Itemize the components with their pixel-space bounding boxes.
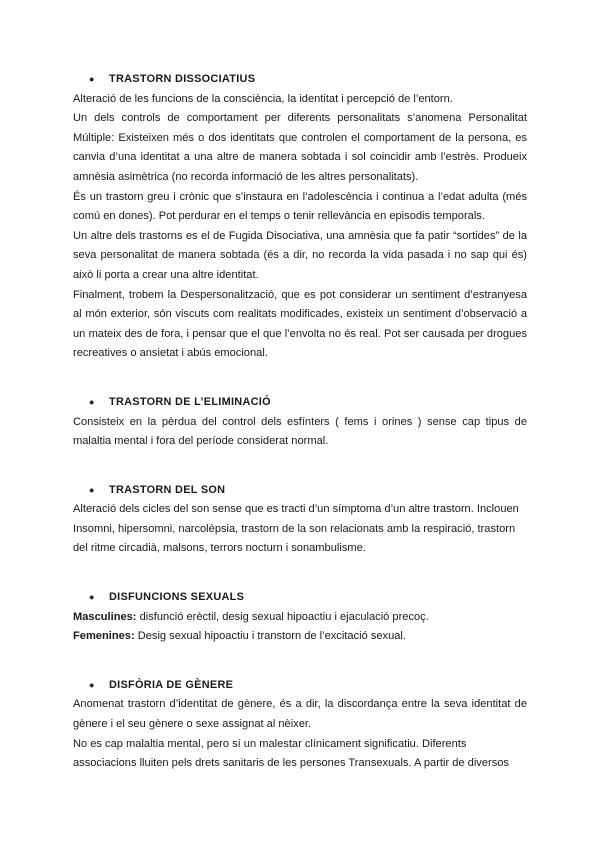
- paragraph: Un altre dels trastorns es el de Fugida Disociativa, una amnèsia que fa patir “sortides” de la seva personalitat de manera sobtada (és a dir, no recorda la vida pasada i no sap qui és) això li porta a crear una altre identitat.: [73, 229, 527, 281]
- section-trastorn-son: [73, 481, 527, 559]
- paragraph: Alteració dels cicles del son sense que es tracti d’un símptoma d’un altre trastorn. Inclouen Insomni, hipersomni, narcolèpsia, trastorn de la son relacionats amb la respiració, trastorn del ritme circadià, malsons, terrors nocturn i sonambulisme.: [73, 503, 519, 555]
- paragraph: Alteració de les funcions de la consciència, la identitat i percepció de l’entorn.: [73, 92, 453, 105]
- heading-text: DISFÒRIA DE GÈNERE: [109, 678, 234, 691]
- definition-line: [73, 627, 527, 647]
- paragraph: Un dels controls de comportament per diferents personalitats s’anomena Personalitat Múltiple: Existeixen més o dos identitats que controlen el comportament de la persona, es canvia d’una identitat a una altre de manera sobtada i sol coincidir amb l’estrès. Produeix amnèsia asimètrica (no recorda informació de les altres personalitats).: [73, 112, 527, 183]
- heading-text: TRASTORN DEL SON: [109, 483, 226, 496]
- section-heading: [89, 481, 527, 501]
- paragraph: Anomenat trastorn d’identitat de gènere, és a dir, la discordança entre la seva identitat de gènere i el seu gènere o sexe assignat al nèixer.: [73, 698, 527, 731]
- bullet-icon: ●: [89, 396, 95, 407]
- paragraph: Finalment, trobem la Despersonalització, que es pot considerar un sentiment d’estranyesa al món exterior, són viscuts com realitats modificades, existeix un sentiment d’observació a un mateix des de fora, i pensar que el que l’envolta no és real. Pot ser causada per drogues recreatives o ansietat i abús emocional.: [73, 288, 527, 360]
- bullet-icon: ●: [89, 484, 95, 495]
- definition-line: [73, 608, 527, 628]
- document-body: [73, 70, 527, 803]
- heading-text: DISFUNCIONS SEXUALS: [109, 591, 245, 604]
- definition-label: Masculines:: [73, 610, 137, 623]
- definition-text: disfunció erèctil, desig sexual hipoactiu i ejaculació precoç.: [136, 610, 429, 623]
- definition-label: Femenines:: [73, 630, 135, 643]
- section-trastorn-dissociatius: [73, 70, 527, 364]
- bullet-icon: ●: [89, 74, 95, 84]
- paragraph: Consisteix en la pèrdua del control dels esfínters ( fems i orines ) sense cap tipus de malaltia mental i fora del període considerat normal.: [73, 415, 527, 448]
- section-heading: [89, 70, 527, 90]
- section-trastorn-eliminacio: [73, 393, 527, 452]
- paragraph: No es cap malaltia mental, pero sí un malestar clínicament significatiu. Diferents associacions lluiten pels drets sanitaris de les persones Transexuals. A partir de diversos: [73, 737, 509, 770]
- heading-text: TRASTORN DISSOCIATIUS: [109, 73, 256, 85]
- paragraph: És un trastorn greu i crònic que s’instaura en l’adolescència i continua a l’edat adulta (més comú en dones). Pot perdurar en el temps o tenir rellevància en episodis temporals.: [73, 190, 527, 223]
- bullet-icon: ●: [89, 679, 95, 690]
- section-disfuncions-sexuals: [73, 588, 527, 647]
- section-heading: [89, 393, 527, 413]
- section-heading: [89, 588, 527, 608]
- heading-text: TRASTORN DE L’ELIMINACIÓ: [109, 395, 271, 408]
- definition-text: Desig sexual hipoactiu i transtorn de l’excitació sexual.: [134, 630, 406, 643]
- section-heading: [89, 676, 527, 696]
- bullet-icon: ●: [89, 592, 95, 603]
- section-disforia-genere: [73, 676, 527, 774]
